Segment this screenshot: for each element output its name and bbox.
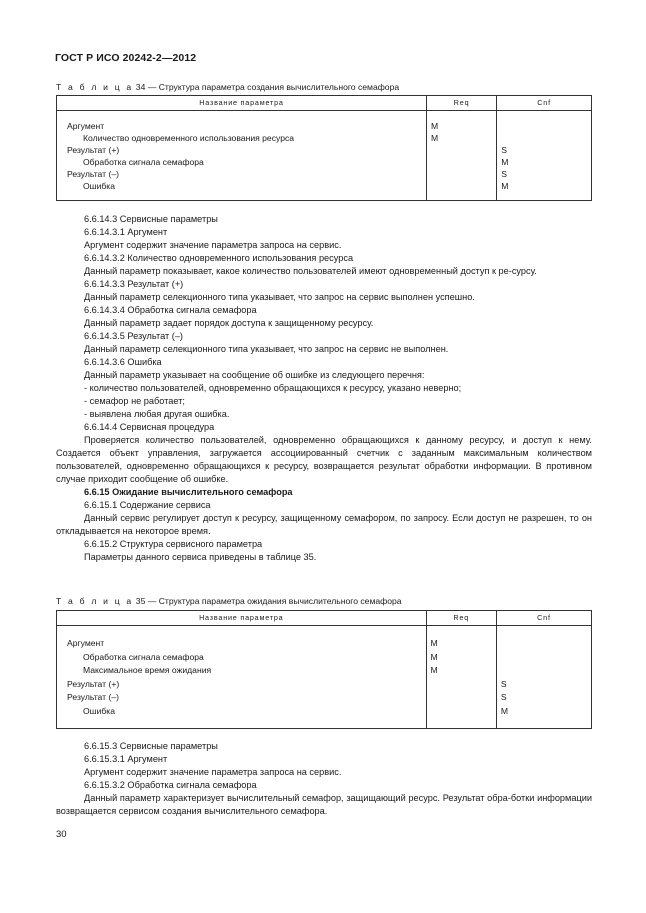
table-35 bbox=[56, 610, 592, 729]
table-row-req bbox=[427, 691, 496, 705]
table-35-body-row bbox=[57, 626, 592, 729]
paragraph: Данный параметр показывает, какое количество пользователей имеют одновременный доступ к ре-сурсу. bbox=[84, 266, 537, 276]
body-text-block-2 bbox=[56, 740, 592, 818]
table-35-cnf-cell bbox=[496, 626, 591, 729]
section-heading: 6.6.14.3.6 Ошибка bbox=[84, 357, 162, 367]
body-text-block-1 bbox=[56, 213, 592, 564]
table-row-cnf: M bbox=[501, 181, 509, 191]
section-heading: 6.6.14.3.2 Количество одновременного использования ресурса bbox=[84, 253, 354, 263]
section-heading-bold: 6.6.15 Ожидание вычислительного семафора bbox=[84, 487, 293, 497]
paragraph: Аргумент содержит значение параметра запроса на сервис. bbox=[84, 240, 342, 250]
table-35-header-row bbox=[57, 611, 592, 626]
table-34-req-cell bbox=[427, 111, 497, 201]
table-35-name-cell bbox=[57, 626, 427, 729]
table-34 bbox=[56, 95, 592, 201]
table-row-cnf: M bbox=[501, 157, 509, 167]
table-row-req: M bbox=[430, 665, 438, 675]
table-row-req: M bbox=[431, 121, 439, 131]
page-number: 30 bbox=[56, 829, 67, 840]
table-row-req bbox=[427, 144, 496, 156]
paragraph: Данный параметр указывает на сообщение об ошибке из следующего перечня: bbox=[84, 370, 425, 380]
table-row-req: M bbox=[430, 638, 438, 648]
table-row-cnf: S bbox=[500, 692, 507, 702]
table-35-col-cnf-header: Cnf bbox=[496, 611, 591, 626]
section-heading: 6.6.15.2 Структура сервисного параметра bbox=[84, 539, 263, 549]
table-row-cnf bbox=[497, 637, 591, 651]
table-row-name: Обработка сигнала семафора bbox=[83, 651, 204, 662]
table-row-cnf: M bbox=[500, 705, 509, 716]
table-34-body-row bbox=[57, 111, 592, 201]
table-row-name: Аргумент bbox=[67, 121, 105, 131]
paragraph: Данный сервис регулирует доступ к ресурсу, защищенному семафором, по запросу. Если доступ не разрешен, то он откладывается на некоторое время. bbox=[56, 513, 592, 536]
table-34-name-cell bbox=[57, 111, 427, 201]
table-row-name: Ошибка bbox=[83, 705, 116, 716]
table-row-req: M bbox=[431, 133, 439, 143]
table-row-name: Количество одновременного использования ресурса bbox=[83, 133, 295, 143]
table-row-cnf bbox=[497, 664, 591, 678]
table-34-header-row bbox=[57, 96, 592, 111]
paragraph: Данный параметр селекционного типа указывает, что запрос на сервис не выполнен. bbox=[84, 344, 449, 354]
table-row-name: Результат (–) bbox=[67, 692, 119, 702]
section-heading: 6.6.14.3.4 Обработка сигнала семафора bbox=[84, 305, 257, 315]
table-row-name: Результат (+) bbox=[67, 145, 120, 155]
table-row-name: Максимальное время ожидания bbox=[83, 665, 212, 675]
table-row-cnf: S bbox=[501, 169, 507, 179]
paragraph: Данный параметр селекционного типа указывает, что запрос на сервис выполнен успешно. bbox=[84, 292, 475, 302]
table-35-caption-text: 35 — Структура параметра ожидания вычислительного семафора bbox=[133, 596, 402, 606]
document-header: ГОСТ Р ИСО 20242-2—2012 bbox=[55, 52, 197, 64]
paragraph: Параметры данного сервиса приведены в таблице 35. bbox=[84, 552, 317, 562]
table-34-caption-label: Т а б л и ц а bbox=[56, 82, 134, 92]
table-row-cnf: S bbox=[500, 678, 507, 689]
table-34-caption bbox=[56, 82, 399, 92]
table-row-req bbox=[427, 180, 496, 192]
table-34-col-cnf-header: Cnf bbox=[497, 96, 592, 111]
paragraph: Данный параметр характеризует вычислительный семафор, защищающий ресурс. Результат обра-ботки информации возвращается сервисом создания вычислительного семафора. bbox=[56, 793, 592, 816]
table-35-caption-label: Т а б л и ц а bbox=[56, 596, 134, 606]
table-row-req bbox=[427, 156, 496, 168]
section-heading: 6.6.14.3.3 Результат (+) bbox=[84, 279, 184, 289]
table-row-name: Аргумент bbox=[67, 638, 105, 648]
table-34-col-req-header: Req bbox=[427, 96, 497, 111]
table-row-req bbox=[427, 705, 496, 719]
list-item: - количество пользователей, одновременно обращающихся к ресурсу, указано неверно; bbox=[84, 383, 462, 393]
paragraph: Аргумент содержит значение параметра запроса на сервис. bbox=[84, 767, 342, 777]
table-row-name: Результат (–) bbox=[67, 169, 119, 179]
paragraph: Проверяется количество пользователей, одновременно обращающихся к данному ресурсу, и доступ к нему. Создается объект управления, загружается ассоциированный счетчик с заданным максимальным количеством пользователей, одновременно обращающихся к ресурсу, возвращается результат обработки информации. В противном случае приходит сообщение об ошибке. bbox=[56, 435, 592, 484]
section-heading: 6.6.14.3.5 Результат (–) bbox=[84, 331, 183, 341]
table-row-cnf bbox=[497, 120, 591, 132]
table-35-col-name-header: Название параметра bbox=[57, 611, 427, 626]
table-row-cnf bbox=[497, 132, 591, 144]
table-row-name: Ошибка bbox=[83, 181, 116, 191]
section-heading: 6.6.14.3 Сервисные параметры bbox=[84, 214, 218, 224]
table-34-col-name-header: Название параметра bbox=[57, 96, 427, 111]
section-heading: 6.6.14.3.1 Аргумент bbox=[84, 227, 168, 237]
table-row-name: Результат (+) bbox=[67, 678, 120, 689]
table-row-cnf bbox=[497, 651, 591, 665]
section-heading: 6.6.15.3.2 Обработка сигнала семафора bbox=[84, 780, 257, 790]
section-heading: 6.6.15.3.1 Аргумент bbox=[84, 754, 168, 764]
table-row-cnf: S bbox=[501, 145, 507, 155]
list-item: - выявлена любая другая ошибка. bbox=[84, 409, 230, 419]
table-row-name: Обработка сигнала семафора bbox=[83, 157, 204, 167]
table-row-req: M bbox=[430, 651, 438, 662]
table-row-req bbox=[427, 168, 496, 180]
table-34-cnf-cell bbox=[497, 111, 592, 201]
table-35-caption bbox=[56, 596, 402, 606]
list-item: - семафор не работает; bbox=[84, 396, 185, 406]
table-34-caption-text: 34 — Структура параметра создания вычислительного семафора bbox=[133, 82, 400, 92]
section-heading: 6.6.15.3 Сервисные параметры bbox=[84, 741, 218, 751]
paragraph: Данный параметр задает порядок доступа к защищенному ресурсу. bbox=[84, 318, 374, 328]
section-heading: 6.6.15.1 Содержание сервиса bbox=[84, 500, 211, 510]
table-35-col-req-header: Req bbox=[426, 611, 496, 626]
table-35-req-cell bbox=[426, 626, 496, 729]
table-row-req bbox=[427, 678, 496, 692]
section-heading: 6.6.14.4 Сервисная процедура bbox=[84, 422, 215, 432]
